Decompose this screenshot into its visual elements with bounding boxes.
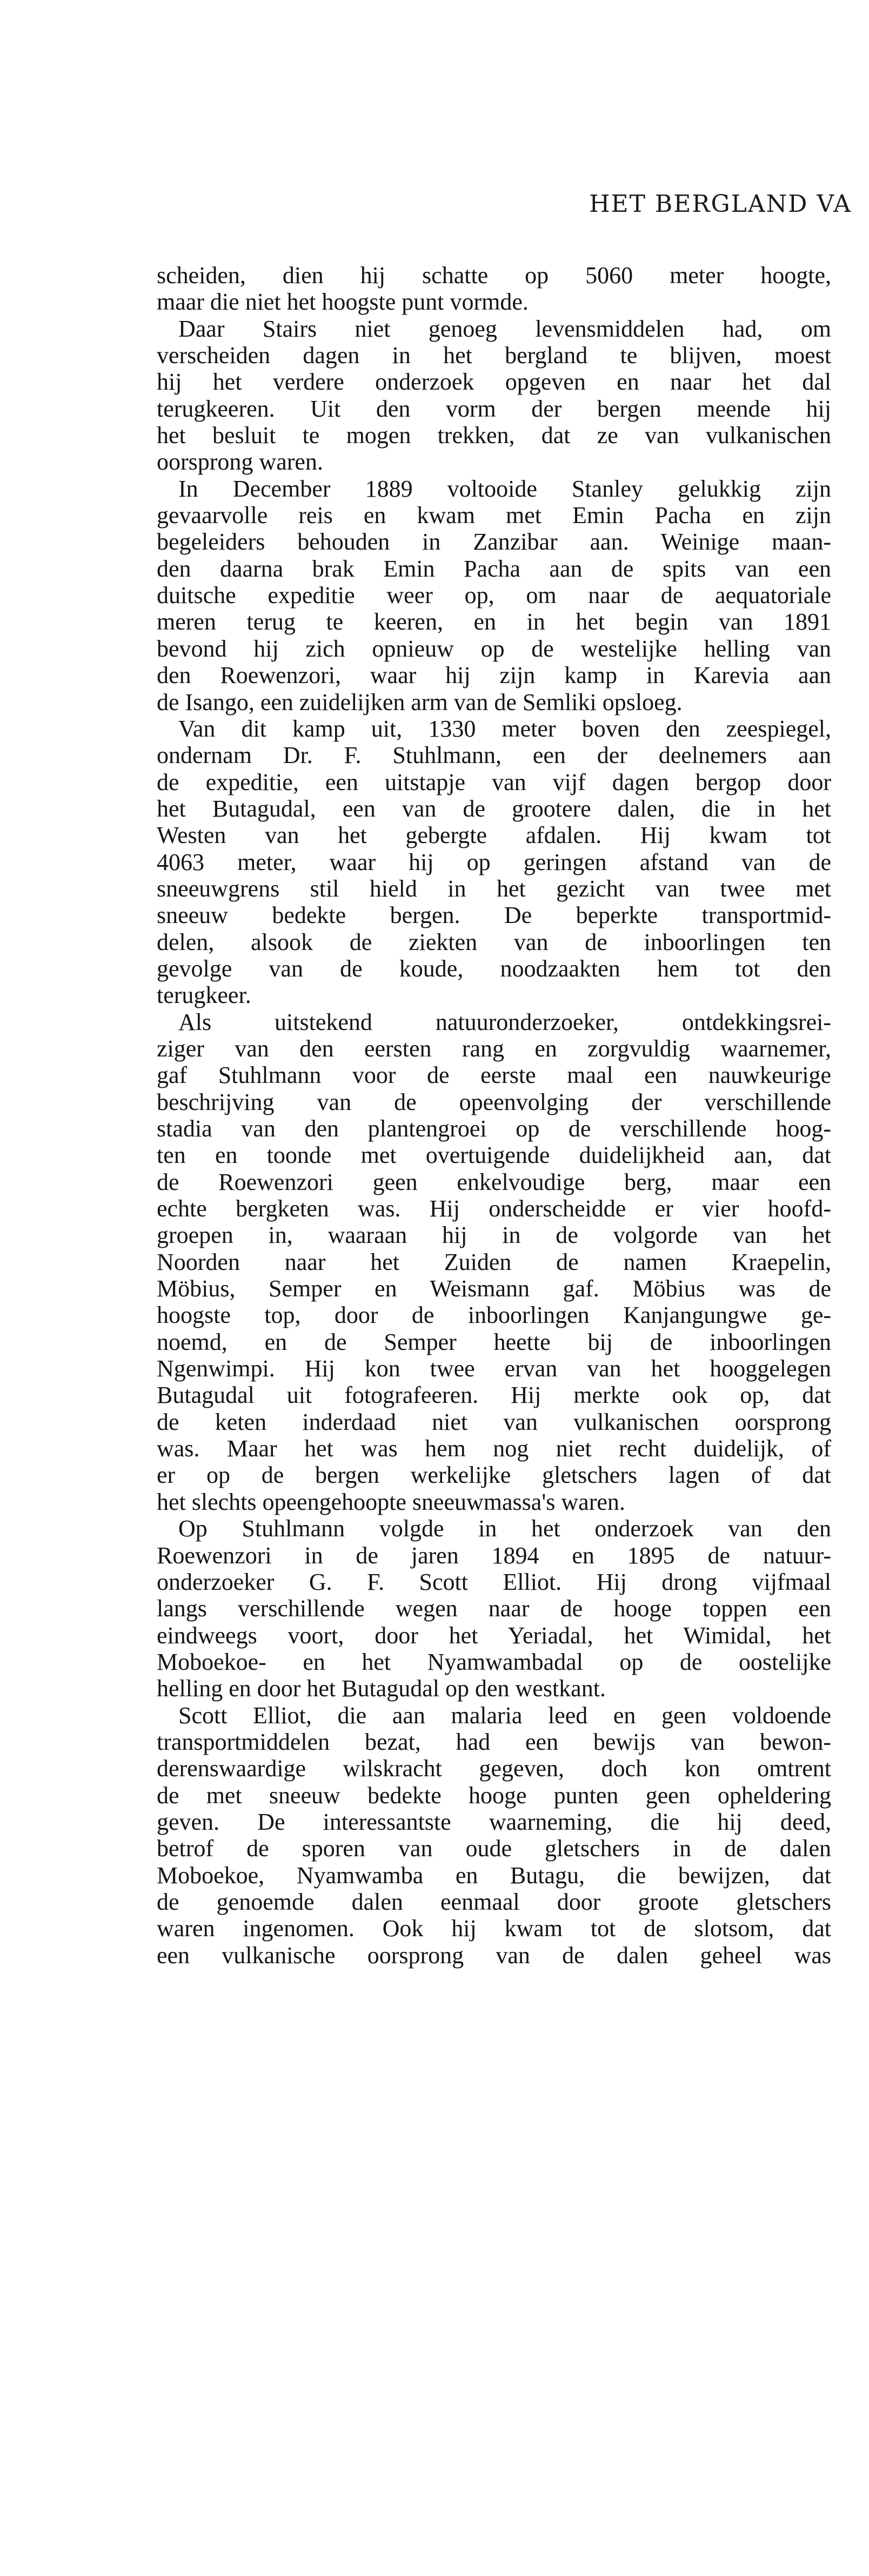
- text-line: de genoemde dalen eenmaal door groote gletschers: [157, 1888, 831, 1915]
- text-line: terugkeeren. Uit den vorm der bergen meende hij: [157, 395, 831, 422]
- text-line: geven. De interessantste waarneming, die hij deed,: [157, 1808, 831, 1835]
- text-line: noemd, en de Semper heette bij de inboorlingen: [157, 1328, 831, 1355]
- text-line: In December 1889 voltooide Stanley gelukkig zijn: [178, 475, 831, 502]
- text-line: derenswaardige wilskracht gegeven, doch kon omtrent: [157, 1755, 831, 1782]
- text-line: verscheiden dagen in het bergland te blijven, moest: [157, 342, 831, 369]
- text-line: beschrijving van de opeenvolging der verschillende: [157, 1088, 831, 1115]
- text-line: de Isango, een zuidelijken arm van de Semliki opsloeg.: [157, 688, 683, 715]
- text-line: Moboekoe, Nyamwamba en Butagu, die bewijzen, dat: [157, 1862, 831, 1889]
- text-line: gevaarvolle reis en kwam met Emin Pacha en zijn: [157, 502, 831, 529]
- text-line: hij het verdere onderzoek opgeven en naar het dal: [157, 369, 831, 396]
- text-line: helling en door het Butagudal op den westkant.: [157, 1675, 606, 1702]
- text-line: gaf Stuhlmann voor de eerste maal een nauwkeurige: [157, 1062, 831, 1089]
- text-line: Butagudal uit fotografeeren. Hij merkte ook op, dat: [157, 1382, 831, 1409]
- text-line: den Roewenzori, waar hij zijn kamp in Karevia aan: [157, 662, 831, 689]
- text-line: de keten inderdaad niet van vulkanischen oorsprong: [157, 1408, 831, 1435]
- text-line: begeleiders behouden in Zanzibar aan. Weinige maan-: [157, 528, 831, 556]
- text-line: 4063 meter, waar hij op geringen afstand van de: [157, 848, 831, 875]
- running-header: HET BERGLAND VA: [589, 190, 852, 218]
- text-line: hoogste top, door de inboorlingen Kanjangungwe ge-: [157, 1302, 831, 1329]
- text-line: Möbius, Semper en Weismann gaf. Möbius was de: [157, 1275, 831, 1302]
- text-line: oorsprong waren.: [157, 449, 323, 476]
- text-line: het Butagudal, een van de grootere dalen, die in het: [157, 795, 831, 822]
- text-line: scheiden, dien hij schatte op 5060 meter hoogte,: [157, 262, 831, 289]
- text-line: een vulkanische oorsprong van de dalen geheel was: [157, 1942, 831, 1969]
- text-line: sneeuwgrens stil hield in het gezicht van twee met: [157, 875, 831, 902]
- text-line: delen, alsook de ziekten van de inboorlingen ten: [157, 928, 831, 955]
- text-line: Ngenwimpi. Hij kon twee ervan van het hooggelegen: [157, 1355, 831, 1382]
- text-line: groepen in, waaraan hij in de volgorde van het: [157, 1222, 831, 1249]
- text-line: gevolge van de koude, noodzaakten hem tot den: [157, 955, 831, 982]
- body-text: [157, 262, 831, 1969]
- text-line: Noorden naar het Zuiden de namen Kraepelin,: [157, 1248, 831, 1275]
- text-line: de met sneeuw bedekte hooge punten geen opheldering: [157, 1782, 831, 1809]
- text-line: stadia van den plantengroei op de verschillende hoog-: [157, 1115, 831, 1142]
- text-line: was. Maar het was hem nog niet recht duidelijk, of: [157, 1435, 831, 1462]
- text-line: de Roewenzori geen enkelvoudige berg, maar een: [157, 1168, 831, 1195]
- text-line: den daarna brak Emin Pacha aan de spits van een: [157, 555, 831, 582]
- text-line: waren ingenomen. Ook hij kwam tot de slotsom, dat: [157, 1915, 831, 1942]
- text-line: er op de bergen werkelijke gletschers lagen of dat: [157, 1462, 831, 1489]
- text-line: maar die niet het hoogste punt vormde.: [157, 289, 529, 316]
- text-line: Daar Stairs niet genoeg levensmiddelen had, om: [178, 315, 831, 342]
- text-line: onderzoeker G. F. Scott Elliot. Hij drong vijfmaal: [157, 1568, 831, 1595]
- text-line: echte bergketen was. Hij onderscheidde er vier hoofd-: [157, 1195, 831, 1222]
- text-line: Op Stuhlmann volgde in het onderzoek van den: [178, 1515, 831, 1542]
- text-line: het besluit te mogen trekken, dat ze van vulkanischen: [157, 422, 831, 449]
- text-line: meren terug te keeren, en in het begin van 1891: [157, 608, 831, 635]
- text-line: Moboekoe- en het Nyamwambadal op de oostelijke: [157, 1648, 831, 1675]
- text-line: Als uitstekend natuuronderzoeker, ontdekkingsrei-: [178, 1008, 831, 1035]
- text-line: ten en toonde met overtuigende duidelijkheid aan, dat: [157, 1142, 831, 1169]
- text-line: langs verschillende wegen naar de hooge toppen een: [157, 1595, 831, 1622]
- text-line: Westen van het gebergte afdalen. Hij kwam tot: [157, 822, 831, 849]
- text-line: eindweegs voort, door het Yeriadal, het Wimidal, het: [157, 1622, 831, 1649]
- text-line: bevond hij zich opnieuw op de westelijke helling van: [157, 635, 831, 662]
- text-line: betrof de sporen van oude gletschers in de dalen: [157, 1835, 831, 1862]
- text-line: duitsche expeditie weer op, om naar de aequatoriale: [157, 582, 831, 609]
- text-line: Scott Elliot, die aan malaria leed en geen voldoende: [178, 1702, 831, 1729]
- text-line: ondernam Dr. F. Stuhlmann, een der deelnemers aan: [157, 742, 831, 769]
- text-line: Roewenzori in de jaren 1894 en 1895 de natuur-: [157, 1542, 831, 1569]
- text-line: sneeuw bedekte bergen. De beperkte transportmid-: [157, 902, 831, 929]
- text-line: ziger van den eersten rang en zorgvuldig waarnemer,: [157, 1035, 831, 1062]
- text-line: terugkeer.: [157, 982, 251, 1009]
- text-line: Van dit kamp uit, 1330 meter boven den zeespiegel,: [178, 715, 831, 742]
- text-line: transportmiddelen bezat, had een bewijs van bewon-: [157, 1728, 831, 1755]
- text-line: de expeditie, een uitstapje van vijf dagen bergop door: [157, 768, 831, 795]
- text-line: het slechts opeengehoopte sneeuwmassa's waren.: [157, 1488, 625, 1515]
